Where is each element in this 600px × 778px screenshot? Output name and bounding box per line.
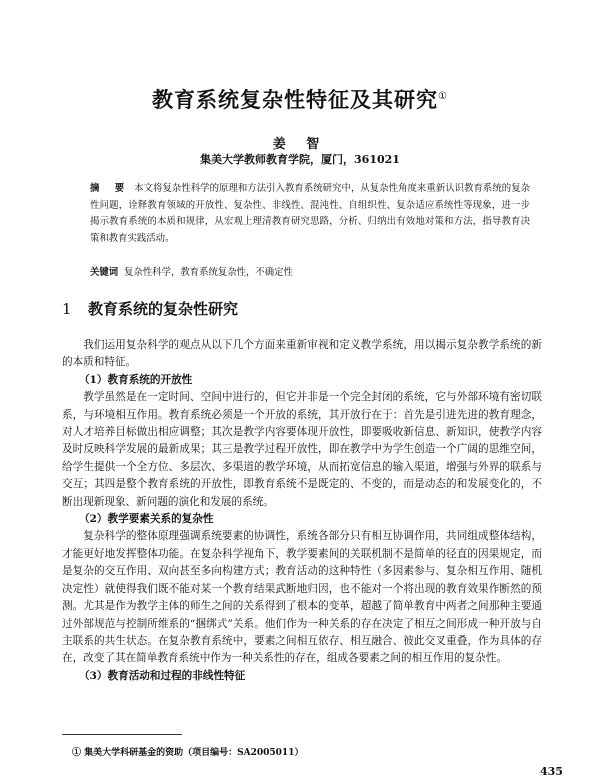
abstract xyxy=(90,181,530,247)
footnote-divider xyxy=(62,734,182,735)
section-number: 1 xyxy=(62,300,72,318)
keywords xyxy=(90,266,530,280)
paragraph-intro: 我们运用复杂科学的观点从以下几个方面来重新审视和定义教学系统，用以揭示复杂教学系统的新的本质和特征。 xyxy=(62,339,542,369)
section-title: 教育系统的复杂性研究 xyxy=(88,300,239,318)
paragraph-element-relations: 复杂科学的整体原理强调系统要素的协调性，系统各部分只有相互协调作用，共同组成整体结构，才能更好地发挥整体功能。在复杂科学视角下，教学要素间的关联机制不是简单的径直的因果规定，而是复杂的交互作用、双向甚至多向构建方式；教育活动的这种特性（多因素参与、复杂相互作用、随机决定性）就使得我们既不能对某一个教育结果武断地归因，也不能对一个将出现的教育效果作断然的预测。尤其是作为教学主体的师生之间的关系得到了根本的变革，超越了简单教育中两者之间那种主要通过外部规范与控制所维系的“捆绑式”关系。他们作为一种关系的存在决定了相互之间形成一种开放与自主联系的共生状态。在复杂教育系统中，要素之间相互依存、相互融合、彼此交叉重叠，作为具体的存在，改变了其在简单教育系统中作为一种关系性的存在，组成各要素之间的相互作用的复杂性。 xyxy=(62,530,542,665)
paragraph-openness: 教学虽然是在一定时间、空间中进行的，但它并非是一个完全封闭的系统，它与外部环境有密切联系，与环境相互作用。教育系统必须是一个开放的系统，其开放行在于：首先是引进先进的教育理念，对人才培养目标做出相应调整；其次是教学内容要体现开放性，即要吸收新信息、新知识，使教学内容及时反映科学发展的最新成果；其三是教学过程开放性，即在教学中为学生创造一个广阔的思维空间，给学生提供一个全方位、多层次、多渠道的教学环境，从而拓宽信息的输入渠道，增强与外界的联系与交互；其四是整个教育系统的开放性，即教育系统不是既定的、不变的，而是动态的和发展变化的，不断出现新现象、新问题的演化和发展的系统。 xyxy=(62,391,542,508)
abstract-label: 摘 要 xyxy=(90,183,131,194)
paper-title-text: 教育系统复杂性特征及其研究 xyxy=(152,87,439,112)
body-text xyxy=(62,337,542,685)
author-affiliation: 集美大学教师教育学院，厦门，361021 xyxy=(200,153,400,166)
subheading-nonlinearity: （3）教育活动和过程的非线性特征 xyxy=(78,669,246,682)
keywords-text: 复杂性科学，教育系统复杂性，不确定性 xyxy=(124,267,293,278)
footnote: ① 集美大学科研基金的资助（项目编号：SA2005011） xyxy=(72,748,304,758)
section-heading xyxy=(62,298,238,319)
page-number: 435 xyxy=(540,765,563,778)
paper-title xyxy=(0,84,600,114)
keywords-label: 关键词 xyxy=(90,267,119,278)
subheading-openness: （1）教育系统的开放性 xyxy=(78,373,193,386)
author-name: 姜 智 xyxy=(272,137,328,152)
abstract-text: 本文将复杂性科学的原理和方法引入教育系统研究中，从复杂性角度来重新认识教育系统的复杂性问题，诠释教育领域的开放性、复杂性、非线性、混沌性、自组织性、复杂适应系统性等现象，进一步揭示教育系统的本质和规律，从宏观上理清教育研究思路，分析、归纳出有效地对策和方法，指导教育决策和教育实践活动。 xyxy=(90,183,530,244)
title-footnote-mark: ① xyxy=(438,91,448,102)
subheading-element-relations: （2）教学要素关系的复杂性 xyxy=(78,513,214,526)
